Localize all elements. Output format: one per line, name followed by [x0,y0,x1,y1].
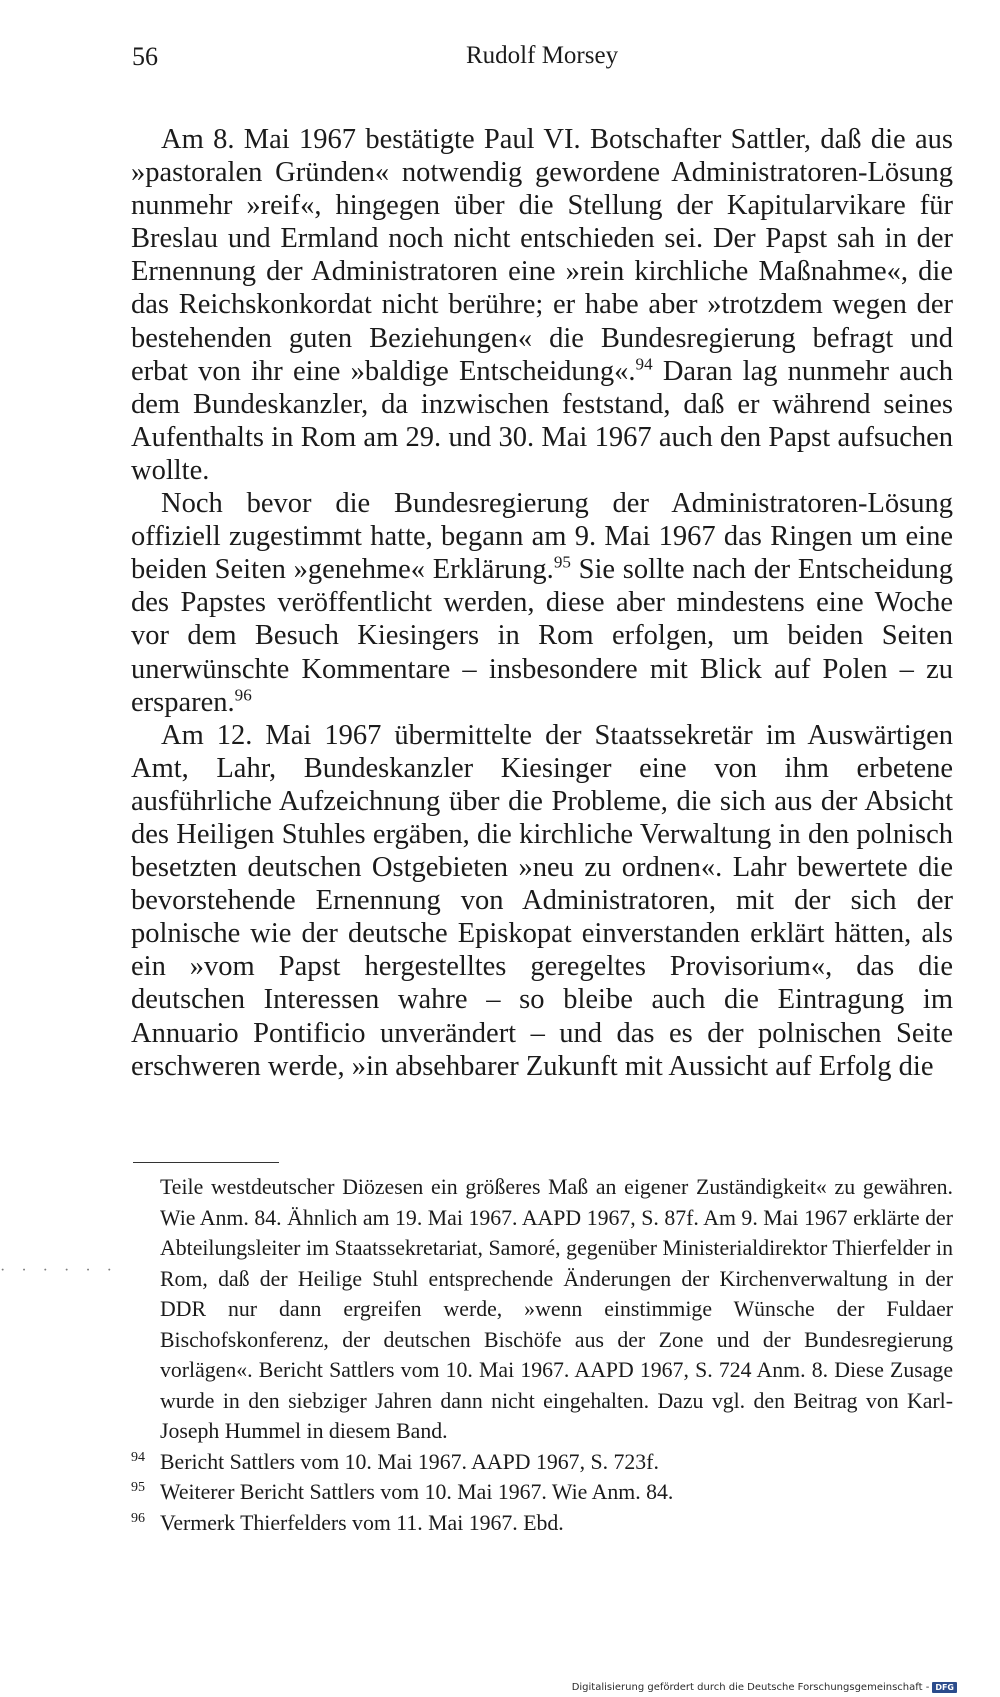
paragraph-text: Am 12. Mai 1967 übermittelte der Staatssekretär im Auswärtigen Amt, Lahr, Bundeskanzler Kiesinger eine von ihm erbetene ausführliche Aufzeichnung über die Probleme, die sich aus der Absicht des Heiligen Stuhles ergäben, die kirchliche Verwaltung in den polnisch besetzten deutschen Ostgebieten »neu zu ordnen«. Lahr bewertete die bevorstehende Ernennung von Administratoren, mit der sich der polnische wie der deutsche Episkopat einverstanden erklärt hätten, als ein »vom Papst hergestelltes geregeltes Provisorium«, das die deutschen Interessen wahre – so bleibe auch die Eintragung im Annuario Pontificio unverändert – und das es der polnischen Seite erschweren werde, »in absehbarer Zukunft mit Aussicht auf Erfolg die [131,719,953,1082]
footnote-reference: 95 [553,552,571,572]
footnote-reference: 96 [234,685,252,705]
paragraph-text: Am 8. Mai 1967 bestätigte Paul VI. Botschafter Sattler, daß die aus »pastoralen Gründen« notwendig gewordene Administratoren-Lösung nunmehr »reif«, hingegen über die Stellung der Kapitularvikare für Breslau und Ermland noch nicht entschieden sei. Der Papst sah in der Ernennung der Administratoren eine »rein kirchliche Maßnahme«, die das Reichskonkordat nicht berühre; er habe aber »trotzdem wegen der bestehenden guten Beziehungen« die Bundesregierung befragt und erbat von ihr eine »baldige Entscheidung«. [131,124,953,387]
footnotes [131,1172,953,1538]
paragraph-text: Noch bevor die Bundesregierung der Administratoren-Lösung offiziell zugestimmt hatte, begann am 9. Mai 1967 das Ringen um eine beiden Seiten »genehme« Erklärung. [131,488,953,586]
footnote-text: Weiterer Bericht Sattlers vom 10. Mai 1967. Wie Anm. 84. [160,1480,674,1504]
footnote-94 [131,1447,953,1478]
footnote-95 [131,1477,953,1508]
main-text [131,123,953,1083]
footnote-reference: 94 [635,354,653,374]
footnote-96 [131,1508,953,1539]
paragraph-1 [131,123,953,487]
footnote-marker: 95 [131,1480,145,1495]
paragraph-2 [131,487,953,719]
scan-artifact-dots: · · · · · · [0,1262,118,1279]
footnote-text: Vermerk Thierfelders vom 11. Mai 1967. Ebd. [160,1510,564,1535]
digitization-credit [572,1682,957,1693]
footnote-continued: Teile westdeutscher Diözesen ein größeres Maß an eigener Zuständigkeit« zu gewähren. Wie Anm. 84. Ähnlich am 19. Mai 1967. AAPD 1967, S. 87f. Am 9. Mai 1967 erklärte der Abteilungsleiter im Staatssekretariat, Samoré, gegenüber Ministerialdirektor Thierfelder in Rom, daß der Heilige Stuhl entsprechende Änderungen der Kirchenverwaltung in der DDR nur dann ergreifen werde, »wenn einstimmige Wünsche der Fuldaer Bischofskonferenz, der deutschen Bischöfe aus der Zone und der Bundesregierung vorlägen«. Bericht Sattlers vom 10. Mai 1967. AAPD 1967, S. 724 Anm. 8. Diese Zusage wurde in den siebziger Jahren dann nicht eingehalten. Dazu vgl. den Beitrag von Karl-Joseph Hummel in diesem Band. [160,1175,953,1443]
footnote-marker: 94 [131,1449,145,1465]
footnote-text: Bericht Sattlers vom 10. Mai 1967. AAPD 1967, S. 723f. [160,1449,659,1474]
credit-text: Digitalisierung gefördert durch die Deutsche Forschungsgemeinschaft - [571,1682,930,1693]
page-number: 56 [132,42,158,71]
footnote-divider [133,1162,279,1163]
paragraph-text: Sie sollte nach der Entscheidung des Papstes veröffentlicht werden, diese aber mindestens eine Woche vor dem Besuch Kiesingers in Rom erfolgen, um beiden Seiten unerwünschte Kommentare – insbesondere mit Blick auf Polen – zu ersparen. [131,554,953,718]
paragraph-3 [131,719,953,1083]
dfg-logo: DFG [932,1682,957,1693]
footnote-marker: 96 [131,1510,145,1526]
running-head: Rudolf Morsey [466,42,619,69]
paragraph-text: Daran lag nunmehr auch dem Bundeskanzler, da inzwischen feststand, daß er während seines Aufenthalts in Rom am 29. und 30. Mai 1967 auch den Papst aufsuchen wollte. [131,355,953,486]
